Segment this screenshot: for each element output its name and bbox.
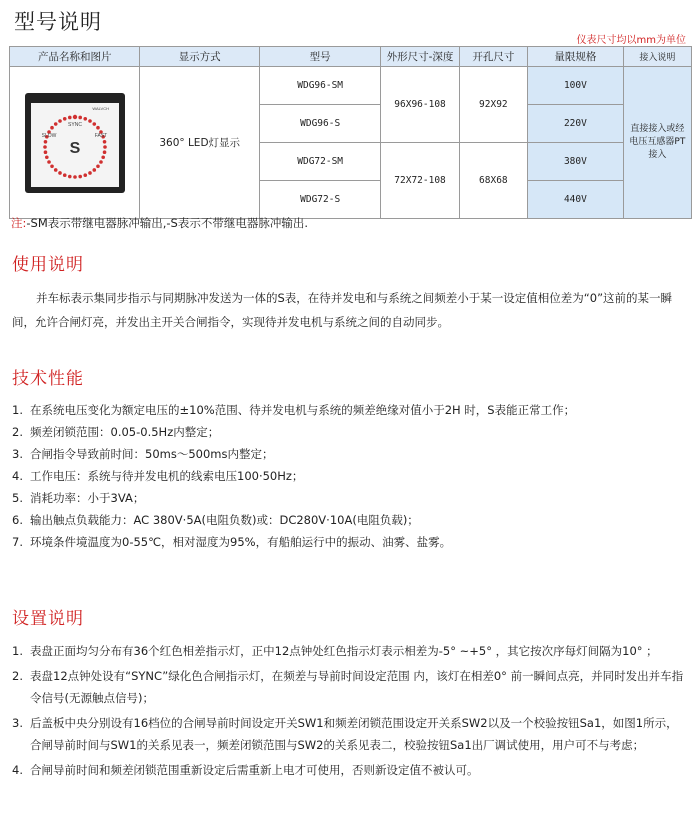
indicator-dot [92, 122, 96, 126]
indicator-dot [45, 155, 49, 159]
indicator-dot [58, 171, 62, 175]
unit-note: 仪表尺寸均以mm为单位 [576, 35, 686, 46]
col-outline: 外形尺寸-深度 [381, 47, 459, 67]
list-item: 7. 环境条件境温度为0-55℃，相对湿度为95%，有船舶运行中的振动、油雾、盐雾。 [12, 535, 452, 549]
meter-fast-label: FAST [94, 132, 107, 139]
indicator-dot [43, 139, 47, 143]
model-cell: WDG96-S [259, 105, 381, 143]
table-row [10, 67, 692, 97]
outline-cell: 96X96-108 [381, 67, 459, 143]
usage-paragraph: 并车标表示集同步指示与同期脉冲发送为一体的S表，在待并发电和与系统之间频差小于某一设定值相位差为“0”这前的某一瞬间，允许合闸灯亮，并发出主开关合闸指令，实现待并发电机与系统之间的自动同步。 [12, 291, 673, 329]
indicator-dot [103, 145, 107, 149]
list-item: 2. 表盘12点钟处设有“SYNC”绿化色合闸指示灯，在频差与导前时间设定范围 内，该灯在相差0° 前一瞬间点亮，并同时发出并车指令信号(无源触点信号)； [12, 669, 684, 705]
meter-face [31, 103, 119, 187]
indicator-dot [101, 155, 105, 159]
meter-dial-graphic [31, 103, 119, 187]
model-cell: WDG96-SM [259, 67, 381, 105]
list-item: 4. 合闸导前时间和频差闭锁范围重新设定后需重新上电才可使用，否则新设定值不被认可。 [12, 763, 479, 777]
setup-list [12, 640, 684, 781]
col-cutout: 开孔尺寸 [459, 47, 527, 67]
model-table [9, 46, 692, 219]
col-range: 量限规格 [528, 47, 624, 67]
indicator-dot [47, 160, 51, 164]
col-access: 接入说明 [623, 47, 691, 67]
list-item: 2. 频差闭锁范围：0.05-0.5Hz内整定； [12, 425, 220, 439]
display-mode-cell: 360° LED灯显示 [140, 67, 259, 219]
indicator-dot [54, 168, 58, 172]
indicator-dot [68, 174, 72, 178]
indicator-dot [63, 117, 67, 121]
indicator-dot [73, 114, 77, 118]
note-label: 注: [11, 216, 27, 230]
col-display: 显示方式 [140, 47, 259, 67]
list-item: 4. 工作电压：系统与待并发电机的线索电压100·50Hz； [12, 469, 304, 483]
indicator-dot [50, 125, 54, 129]
indicator-dot [78, 115, 82, 119]
meter-image [25, 93, 125, 193]
product-image-cell [10, 67, 140, 219]
table-header-row [10, 47, 692, 67]
indicator-dot [99, 160, 103, 164]
indicator-dot [96, 125, 100, 129]
indicator-dot [96, 164, 100, 168]
range-cell: 440V [528, 181, 624, 219]
indicator-dot [83, 117, 87, 121]
range-cell: 220V [528, 105, 624, 143]
list-item: 6. 输出触点负载能力：AC 380V·5A(电阻负数)或：DC280V·10A(电阻负载)； [12, 513, 419, 527]
cutout-cell: 68X68 [459, 143, 527, 219]
indicator-dot [83, 173, 87, 177]
tech-heading: 技术性能 [12, 369, 84, 389]
indicator-dot [73, 175, 77, 179]
meter-brand-logo: WALVCH [92, 105, 109, 111]
indicator-dot [43, 150, 47, 154]
indicator-dot [63, 173, 67, 177]
meter-sync-label: SYNC [67, 121, 82, 128]
model-cell: WDG72-S [259, 181, 381, 219]
range-cell: 100V [528, 67, 624, 105]
note-text: -SM表示带继电器脉冲输出,-S表示不带继电器脉冲输出. [26, 216, 309, 230]
cutout-cell: 92X92 [459, 67, 527, 143]
indicator-dot [102, 139, 106, 143]
indicator-dot [43, 145, 47, 149]
indicator-dot [50, 164, 54, 168]
indicator-dot [68, 115, 72, 119]
access-note-cell: 直接接入或经电压互感器PT接入 [623, 67, 691, 219]
model-note [11, 215, 308, 231]
model-cell: WDG72-SM [259, 143, 381, 181]
indicator-dot [88, 171, 92, 175]
indicator-dot [58, 119, 62, 123]
outline-cell: 72X72-108 [381, 143, 459, 219]
indicator-dot [92, 168, 96, 172]
meter-slow-label: SLOW [41, 132, 57, 139]
tech-list [12, 399, 684, 553]
list-item: 1. 在系统电压变化为额定电压的±10%范围、待并发电机与系统的频差绝缘对值小于2H 时，S表能正常工作； [12, 403, 576, 417]
list-item: 5. 消耗功率：小于3VA； [12, 491, 145, 505]
col-model: 型号 [259, 47, 381, 67]
page-title: 型号说明 [14, 10, 102, 34]
list-item: 3. 后盖板中央分别设有16档位的合闸导前时间设定开关SW1和频差闭锁范围设定开关系SW2以及一个校验按钮Sa1，如图1所示，合闸导前时间与SW1的关系见表一，频差闭锁范围与SW2的关系见表二，校验按钮Sa1出厂调试使用，用户可不与考虑； [12, 716, 678, 752]
usage-heading: 使用说明 [12, 255, 84, 275]
list-item: 1. 表盘正面均匀分布有36个红色相差指示灯，正中12点钟处红色指示灯表示相差为-5° ~+5° ，其它按次序每灯间隔为10° ； [12, 644, 658, 658]
indicator-dot [102, 150, 106, 154]
indicator-dot [78, 174, 82, 178]
setup-heading: 设置说明 [12, 609, 84, 629]
indicator-dot [88, 119, 92, 123]
col-product: 产品名称和图片 [10, 47, 140, 67]
meter-center-label: S [69, 139, 81, 157]
range-cell: 380V [528, 143, 624, 181]
indicator-dot [54, 122, 58, 126]
list-item: 3. 合闸指令导致前时间：50ms～500ms内整定； [12, 447, 274, 461]
